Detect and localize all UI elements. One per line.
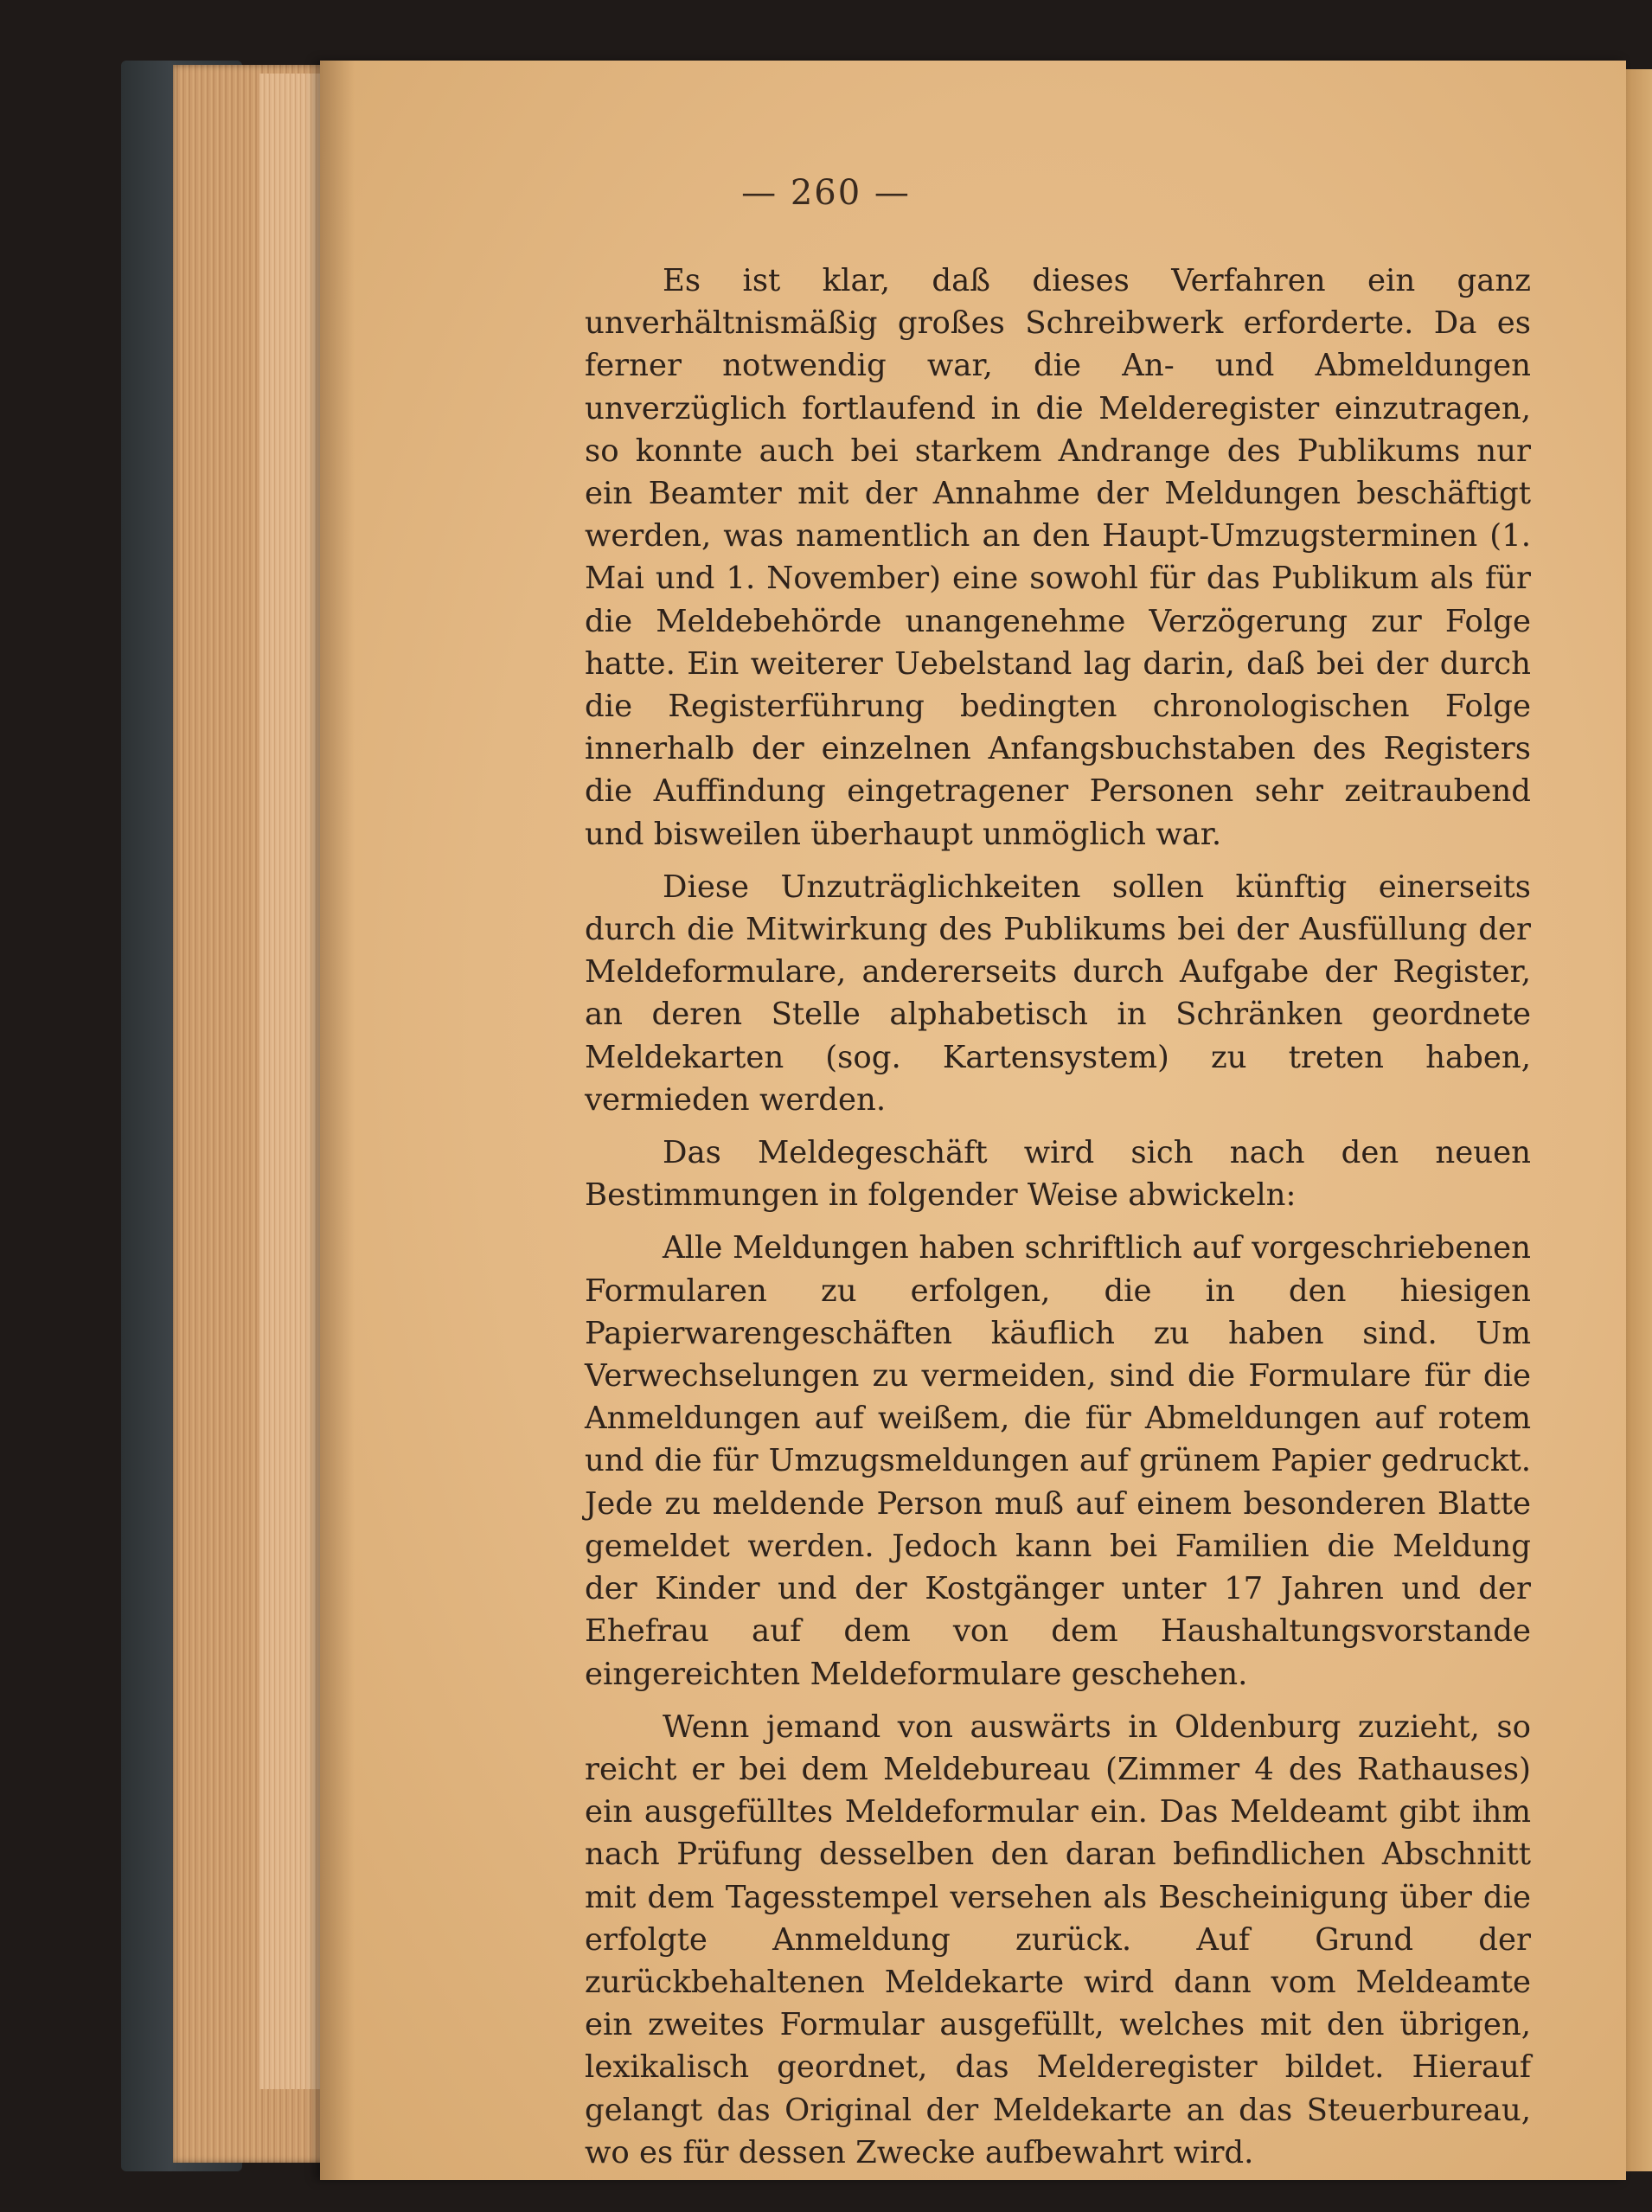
paragraph: Wenn jemand von auswärts in Oldenburg zuzieht, so reicht er bei dem Meldebureau (Zimmer 4 des Rathauses) ein ausgefülltes Meldeformular ein. Das Meldeamt gibt ihm nach Prüfung desselben den daran befindlichen Abschnitt mit dem Tagesstempel versehen als Bescheinigung über die erfolgte Anmeldung zurück. Auf Grund der zurückbehaltenen Meldekarte wird dann vom Meldeamte ein zweites Formular ausgefüllt, welches mit den übrigen, lexikalisch geordnet, das Melderegister bildet. Hierauf gelangt das Original der Meldekarte an das Steuerbureau, wo es für dessen Zwecke aufbewahrt wird. [585,1709,1531,2170]
page-number: — 260 — [741,173,911,213]
body-text [585,260,1531,2174]
paragraph: Alle Meldungen haben schriftlich auf vorgeschriebenen Formularen zu erfolgen, die in den hiesigen Papierwarengeschäften käuflich zu haben sind. Um Verwechselungen zu vermeiden, sind die Formulare für die Anmeldungen auf weißem, die für Abmeldungen auf rotem und die für Umzugsmeldungen auf grünem Papier gedruckt. Jede zu meldende Person muß auf einem besonderen Blatte gemeldet werden. Jedoch kann bei Familien die Meldung der Kinder und der Kostgänger unter 17 Jahren und der Ehefrau auf dem von dem Haushaltungsvorstande eingereichten Meldeformulare geschehen. [585,1230,1531,1692]
paragraph: Das Meldegeschäft wird sich nach den neuen Bestimmungen in folgender Weise abwickeln: [585,1135,1531,1214]
paragraph: Es ist klar, daß dieses Verfahren ein ganz unverhältnismäßig großes Schreibwerk erforderte. Da es ferner notwendig war, die An- und Abmeldungen unverzüglich fortlaufend in die Melderegister einzutragen, so konnte auch bei starkem Andrange des Publikums nur ein Beamter mit der Annahme der Meldungen beschäftigt werden, was namentlich an den Haupt-Umzugsterminen (1. Mai und 1. November) eine sowohl für das Publikum als für die Meldebehörde unangenehme Verzögerung zur Folge hatte. Ein weiterer Uebelstand lag darin, daß bei der durch die Registerführung bedingten chronologischen Folge innerhalb der einzelnen Anfangsbuchstaben des Registers die Auffindung eingetragener Personen sehr zeitraubend und bisweilen überhaupt unmöglich war. [585,263,1531,852]
paragraph: Diese Unzuträglichkeiten sollen künftig einerseits durch die Mitwirkung des Publikums bei der Ausfüllung der Meldeformulare, andererseits durch Aufgabe der Register, an deren Stelle alphabetisch in Schränken geordnete Meldekarten (sog. Kartensystem) zu treten haben, vermieden werden. [585,869,1531,1118]
